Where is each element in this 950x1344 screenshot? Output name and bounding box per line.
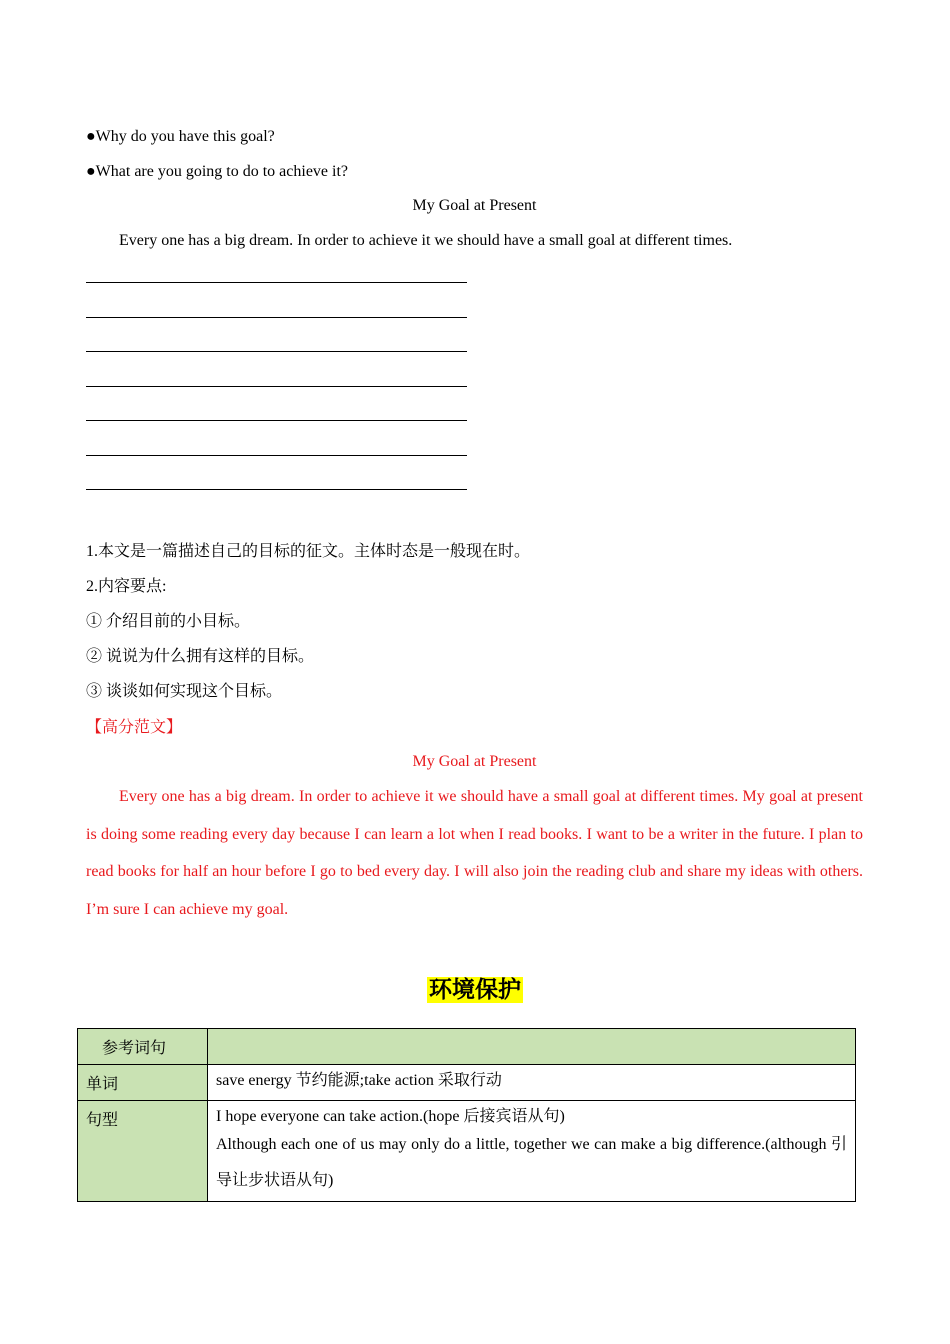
reference-table [77,1028,856,1202]
sentence-2: Although each one of us may only do a little, together we can make a big difference.(although 引导让步状语从句) [216,1136,847,1189]
words-content [208,1065,856,1101]
model-essay-body: Every one has a big dream. In order to achieve it we should have a small goal at different times. My goal at present is doing some reading every day because I can learn a lot when I read books. I want to be a writer in the future. I plan to read books for half an hour before I go to bed every day. I will also join the reading club and share my ideas with others. I’m sure I can achieve my goal. [86,788,863,918]
table-row-sentences [78,1101,856,1202]
answer-line-7[interactable] [86,489,467,490]
table-row-words [78,1065,856,1101]
answer-line-2[interactable] [86,317,467,318]
answer-line-5[interactable] [86,420,467,421]
question-why: ●Why do you have this goal? [86,128,275,145]
analysis-line-2: 2.内容要点: [86,578,167,595]
analysis-point-3: ③ 谈谈如何实现这个目标。 [86,683,283,700]
words-text: save energy 节约能源;take action 采取行动 [216,1072,502,1089]
essay-opening: Every one has a big dream. In order to achieve it we should have a small goal at different times. [119,232,733,249]
answer-line-1[interactable] [86,282,467,283]
sentences-content [208,1101,856,1202]
answer-line-6[interactable] [86,455,467,456]
model-essay-title: My Goal at Present [412,753,537,770]
analysis-point-1: ① 介绍目前的小目标。 [86,613,251,630]
table-header-label: 参考词句 [78,1029,208,1065]
model-essay-label: 【高分范文】 [86,719,183,736]
analysis-line-1: 1.本文是一篇描述自己的目标的征文。主体时态是一般现在时。 [86,543,531,560]
section-title-text: 环境保护 [429,977,521,1003]
section-title [0,974,950,1006]
sentence-1: I hope everyone can take action.(hope 后接宾语从句) [216,1108,565,1125]
analysis-point-2: ② 说说为什么拥有这样的目标。 [86,648,315,665]
sentences-label: 句型 [78,1101,208,1202]
words-label: 单词 [78,1065,208,1101]
table-header-row [78,1029,856,1065]
question-how: ●What are you going to do to achieve it? [86,163,349,180]
table-header-empty [208,1029,856,1065]
essay-title: My Goal at Present [412,197,537,214]
answer-line-4[interactable] [86,386,467,387]
answer-line-3[interactable] [86,351,467,352]
